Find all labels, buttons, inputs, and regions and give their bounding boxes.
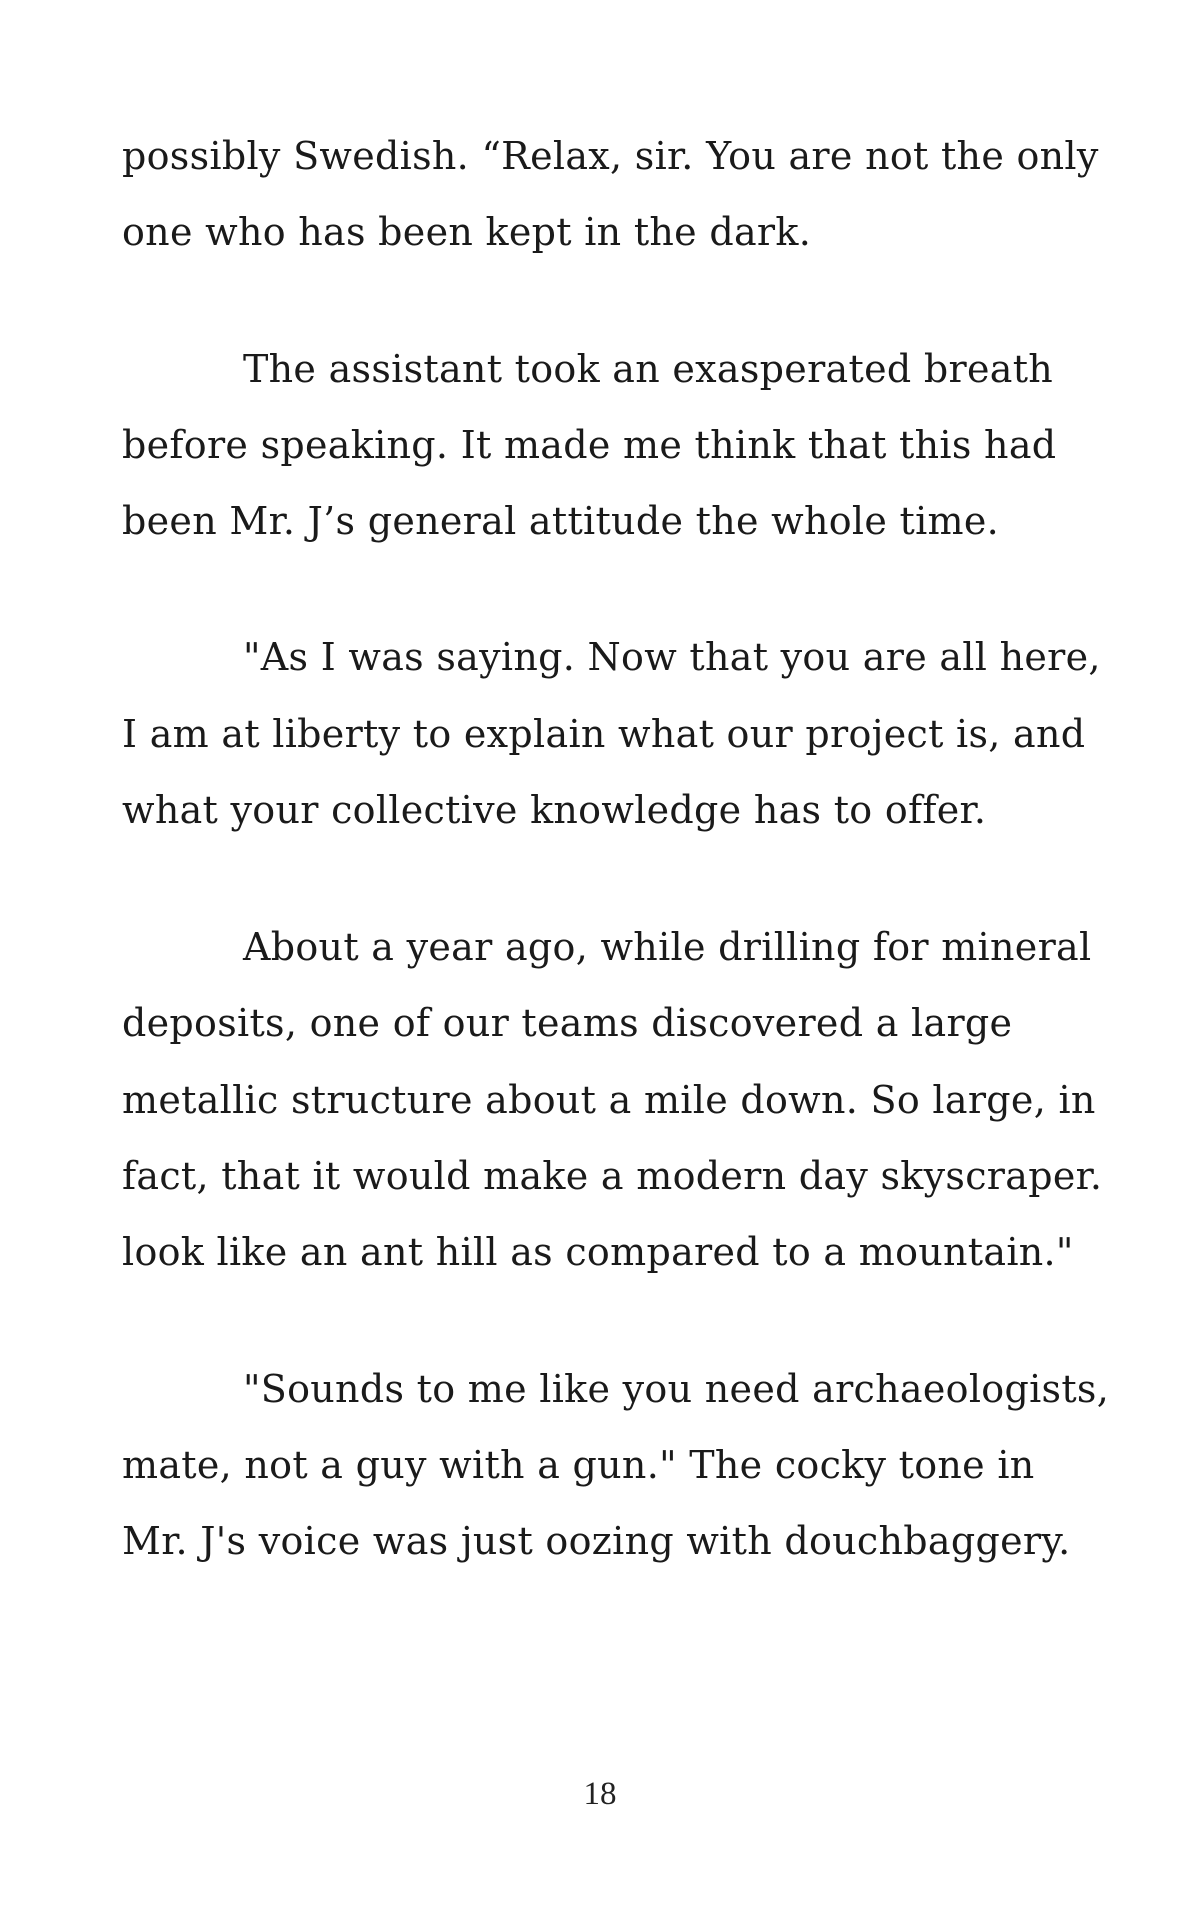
text-line: been Mr. J’s general attitude the whole time. — [122, 499, 1000, 543]
text-line: possibly Swedish. “Relax, sir. You are not the only — [122, 134, 1099, 178]
text-line: what your collective knowledge has to offer. — [122, 788, 987, 832]
text-line: The assistant took an exasperated breath — [243, 347, 1054, 391]
text-line: mate, not a guy with a gun." The cocky tone in — [122, 1443, 1035, 1487]
text-line: "As I was saying. Now that you are all here, — [243, 635, 1101, 679]
text-line: before speaking. It made me think that this had — [122, 423, 1057, 467]
text-line: "Sounds to me like you need archaeologists, — [243, 1367, 1110, 1411]
text-line: About a year ago, while drilling for mineral — [243, 925, 1092, 969]
page-number: 18 — [583, 1776, 617, 1812]
text-line: metallic structure about a mile down. So large, in — [122, 1078, 1096, 1122]
text-line: look like an ant hill as compared to a mountain." — [122, 1230, 1074, 1274]
text-line: deposits, one of our teams discovered a large — [122, 1001, 1013, 1045]
text-line: I am at liberty to explain what our project is, and — [122, 712, 1086, 756]
text-line: Mr. J's voice was just oozing with douchbaggery. — [122, 1519, 1071, 1563]
text-line: one who has been kept in the dark. — [122, 210, 812, 254]
text-line: fact, that it would make a modern day skyscraper. — [122, 1154, 1103, 1198]
